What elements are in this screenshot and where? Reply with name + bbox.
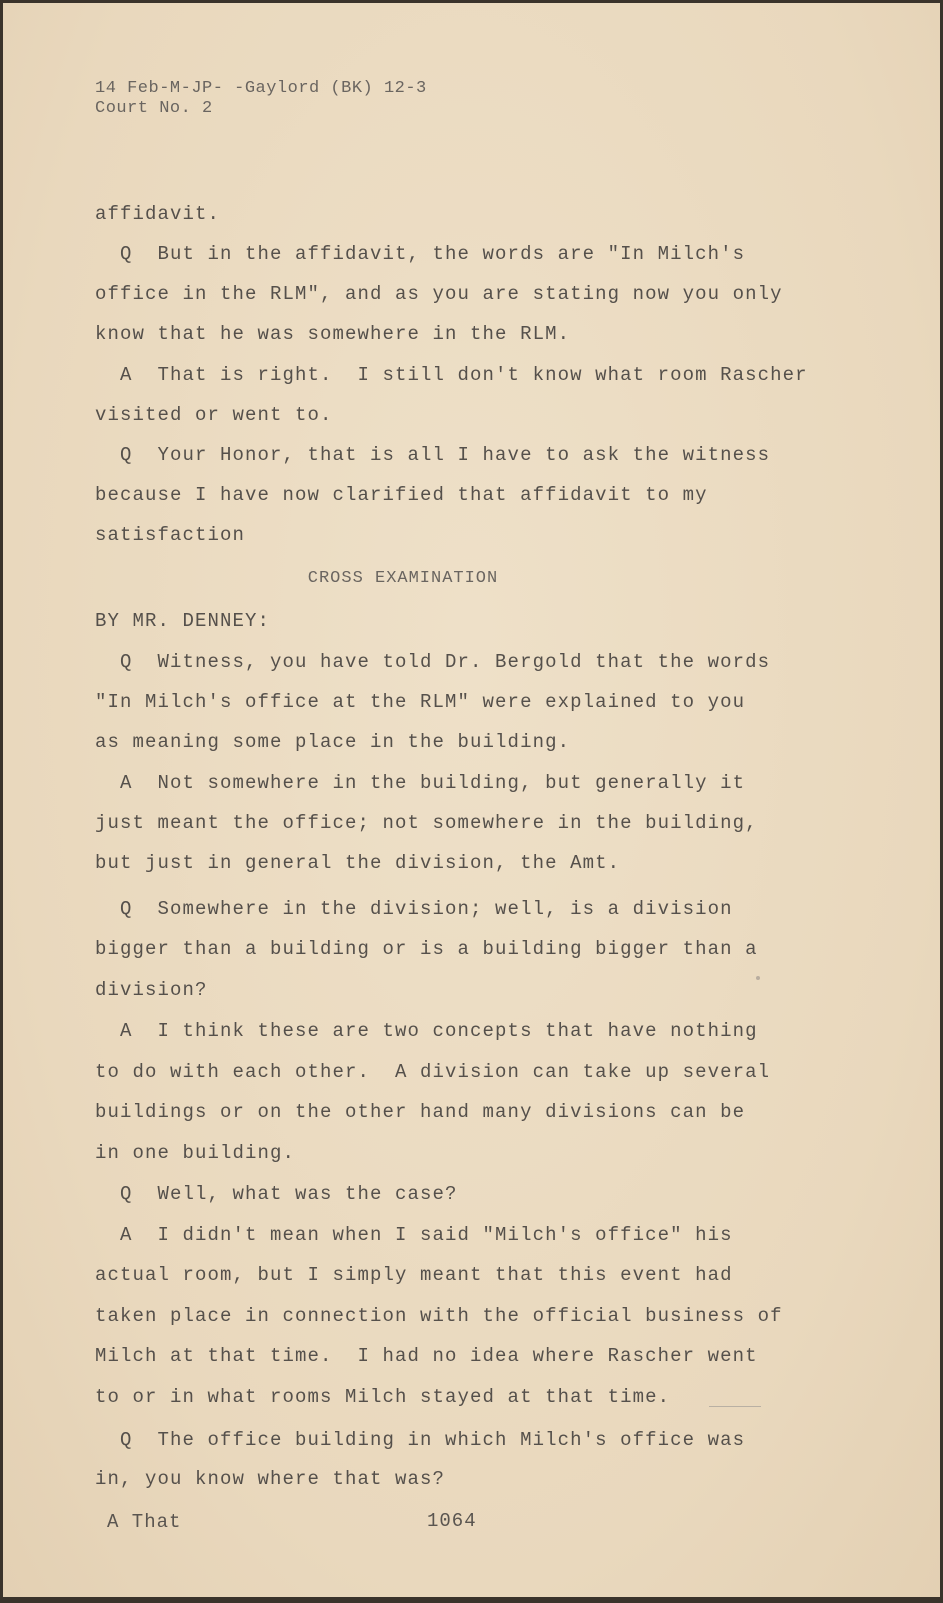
text-line: Q Witness, you have told Dr. Bergold that the words xyxy=(95,651,771,673)
text-line: Q The office building in which Milch's office was xyxy=(95,1429,746,1451)
text-line: to or in what rooms Milch stayed at that time. xyxy=(95,1386,671,1408)
text-line: to do with each other. A division can take up several xyxy=(95,1061,771,1083)
text-line: A That is right. I still don't know what room Rascher xyxy=(95,364,808,386)
text-line: "In Milch's office at the RLM" were explained to you xyxy=(95,691,746,713)
document-page xyxy=(3,3,940,1597)
text-line: but just in general the division, the Amt. xyxy=(95,852,621,874)
text-line: Milch at that time. I had no idea where Rascher went xyxy=(95,1345,758,1367)
text-line: just meant the office; not somewhere in the building, xyxy=(95,812,758,834)
stray-pencil-mark xyxy=(709,1406,761,1407)
text-line: A Not somewhere in the building, but generally it xyxy=(95,772,746,794)
text-line: know that he was somewhere in the RLM. xyxy=(95,323,571,345)
text-line: Q Well, what was the case? xyxy=(95,1183,458,1205)
text-line: bigger than a building or is a building bigger than a xyxy=(95,938,758,960)
text-line: affidavit. xyxy=(95,203,221,225)
text-line: Q Somewhere in the division; well, is a division xyxy=(95,898,733,920)
text-line: Q Your Honor, that is all I have to ask the witness xyxy=(95,444,771,466)
text-line: BY MR. DENNEY: xyxy=(95,610,271,632)
page-header xyxy=(95,79,427,119)
continuation-word: A That xyxy=(107,1511,182,1533)
text-line: in, you know where that was? xyxy=(95,1468,446,1490)
text-line: in one building. xyxy=(95,1142,296,1164)
text-line: office in the RLM", and as you are stating now you only xyxy=(95,283,783,305)
text-line: because I have now clarified that affidavit to my xyxy=(95,484,708,506)
text-line: buildings or on the other hand many divisions can be xyxy=(95,1101,746,1123)
header-line-1: 14 Feb-M-JP- -Gaylord (BK) 12-3 xyxy=(95,79,427,98)
text-line: actual room, but I simply meant that this event had xyxy=(95,1264,733,1286)
text-line: A I didn't mean when I said "Milch's office" his xyxy=(95,1224,733,1246)
text-line: division? xyxy=(95,979,208,1001)
text-line: as meaning some place in the building. xyxy=(95,731,571,753)
text-line: visited or went to. xyxy=(95,404,333,426)
text-line: A I think these are two concepts that have nothing xyxy=(95,1020,758,1042)
text-line: Q But in the affidavit, the words are "In Milch's xyxy=(95,243,746,265)
text-line: taken place in connection with the official business of xyxy=(95,1305,783,1327)
section-heading: CROSS EXAMINATION xyxy=(307,569,499,588)
paper-speck xyxy=(756,976,760,980)
text-line: satisfaction xyxy=(95,524,246,546)
page-number: 1064 xyxy=(427,1510,477,1532)
header-line-2: Court No. 2 xyxy=(95,99,213,118)
